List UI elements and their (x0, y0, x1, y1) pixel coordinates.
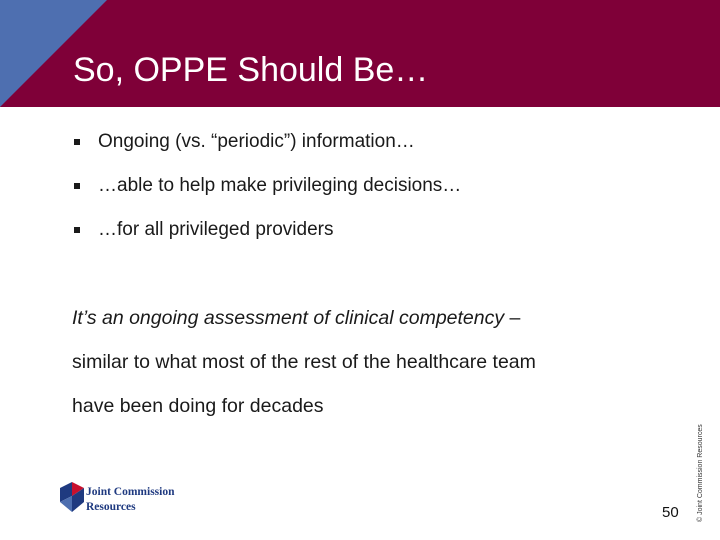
summary-line-1 (72, 307, 520, 329)
title-banner (0, 0, 720, 107)
square-bullet-icon (74, 227, 80, 233)
bullet-text: …for all privileged providers (98, 219, 334, 240)
bullet-item (74, 216, 461, 244)
square-bullet-icon (74, 139, 80, 145)
jcr-logo (58, 478, 208, 518)
bullet-list (74, 128, 461, 260)
jcr-logo-mark (58, 480, 88, 516)
bullet-item (74, 128, 461, 156)
logo-line-2: Resources (86, 501, 136, 513)
summary-dash: – (504, 307, 521, 329)
logo-line-1: Joint Commission (86, 486, 175, 498)
slide-title: So, OPPE Should Be… (73, 51, 429, 89)
bullet-text: Ongoing (vs. “periodic”) information… (98, 131, 415, 152)
square-bullet-icon (74, 183, 80, 189)
summary-line-3: have been doing for decades (72, 395, 324, 417)
copyright-note: © Joint Commission Resources (697, 424, 704, 522)
page-number: 50 (662, 504, 679, 521)
bullet-item (74, 172, 461, 200)
summary-line-2: similar to what most of the rest of the healthcare team (72, 351, 536, 373)
summary-emphasis: It’s an ongoing assessment of clinical competency (72, 307, 505, 329)
summary-paragraph (72, 296, 672, 428)
bullet-text: …able to help make privileging decisions… (98, 175, 462, 196)
